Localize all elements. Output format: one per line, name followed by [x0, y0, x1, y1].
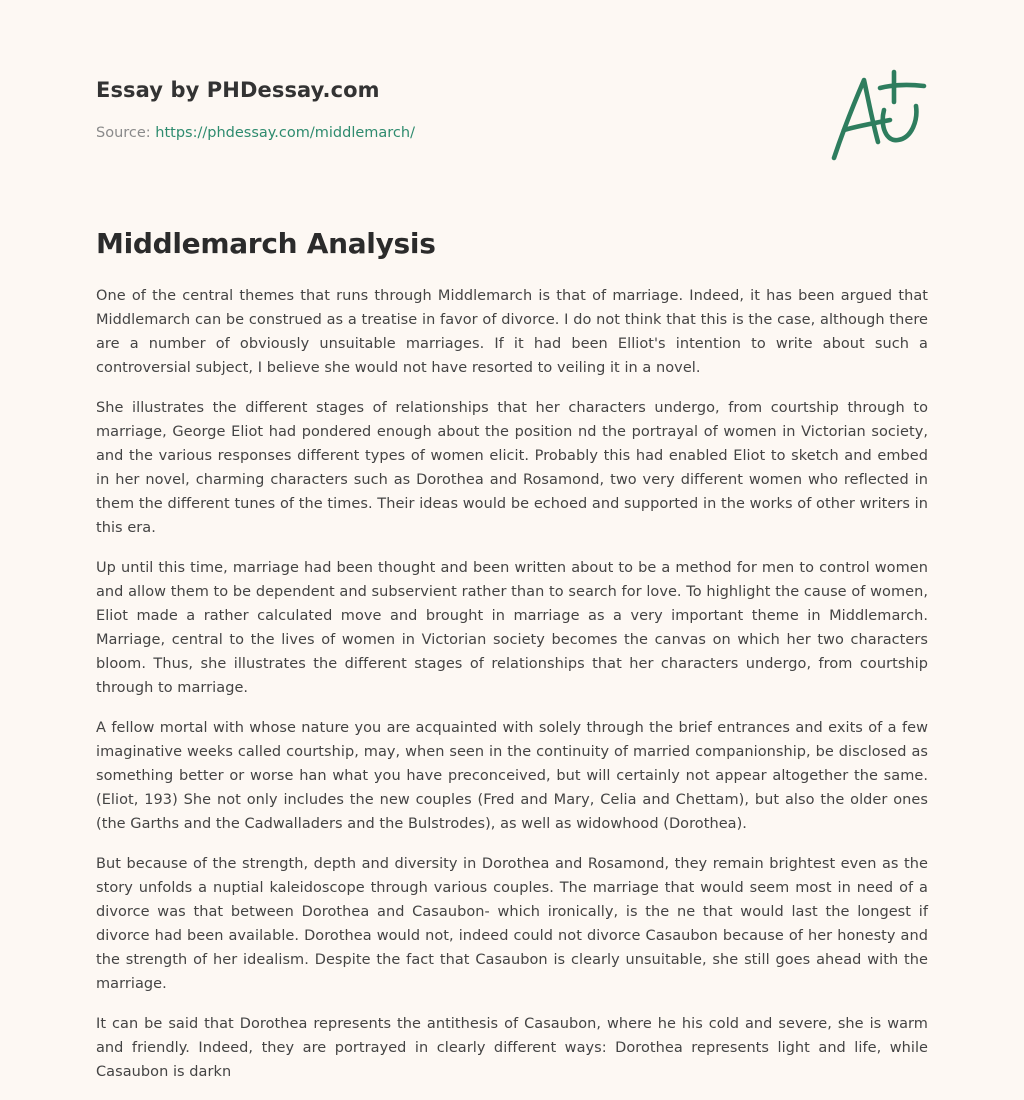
essay-title: Middlemarch Analysis	[96, 227, 436, 260]
source-label: Source:	[96, 125, 156, 141]
essay-paragraph: It can be said that Dorothea represents the antithesis of Casaubon, where he his cold and severe, she is warm and friendly. Indeed, they are portrayed in clearly different ways: Dorothea represents light and life, while Casaubon is darkn	[96, 1016, 928, 1080]
essay-paragraph: A fellow mortal with whose nature you are acquainted with solely through the brief entrances and exits of a few imaginative weeks called courtship, may, when seen in the continuity of married companionship, be disclosed as something better or worse han what you have preconceived, but will certainly not appear altogether the same. (Eliot, 193) She not only includes the new couples (Fred and Mary, Celia and Chettam), but also the older ones (the Garths and the Cadwalladers and the Bulstrodes), as well as widowhood (Dorothea).	[96, 720, 928, 832]
site-brand: Essay by PHDessay.com	[96, 78, 380, 102]
essay-paragraph: Up until this time, marriage had been thought and been written about to be a method for men to control women and allow them to be dependent and subservient rather than to search for love. To highlight the cause of women, Eliot made a rather calculated move and brought in marriage as a very important theme in Middlemarch. Marriage, central to the lives of women in Victorian society becomes the canvas on which her two characters bloom. Thus, she illustrates the different stages of relationships that her characters undergo, from courtship through to marriage.	[96, 560, 928, 696]
essay-paragraph: She illustrates the different stages of relationships that her characters undergo, from courtship through to marriage, George Eliot had pondered enough about the position nd the portrayal of women in Victorian society, and the various responses different types of women elicit. Probably this had enabled Eliot to sketch and embed in her novel, charming characters such as Dorothea and Rosamond, two very different women who reflected in them the different tunes of the times. Their ideas would be echoed and supported in the works of other writers in this era.	[96, 400, 928, 536]
source-line	[96, 122, 415, 144]
essay-body	[96, 284, 928, 1100]
source-link[interactable]: https://phdessay.com/middlemarch/	[155, 125, 415, 141]
essay-paragraph: One of the central themes that runs through Middlemarch is that of marriage. Indeed, it has been argued that Middlemarch can be construed as a treatise in favor of divorce. I do not think that this is the case, although there are a number of obviously unsuitable marriages. If it had been Elliot's intention to write about such a controversial subject, I believe she would not have resorted to veiling it in a novel.	[96, 288, 928, 376]
page-header	[96, 72, 928, 192]
a-plus-logo-icon	[828, 68, 928, 164]
essay-paragraph: But because of the strength, depth and diversity in Dorothea and Rosamond, they remain brightest even as the story unfolds a nuptial kaleidoscope through various couples. The marriage that would seem most in need of a divorce was that between Dorothea and Casaubon- which ironically, is the ne that would last the longest if divorce had been available. Dorothea would not, indeed could not divorce Casaubon because of her honesty and the strength of her idealism. Despite the fact that Casaubon is clearly unsuitable, she still goes ahead with the marriage.	[96, 856, 928, 992]
